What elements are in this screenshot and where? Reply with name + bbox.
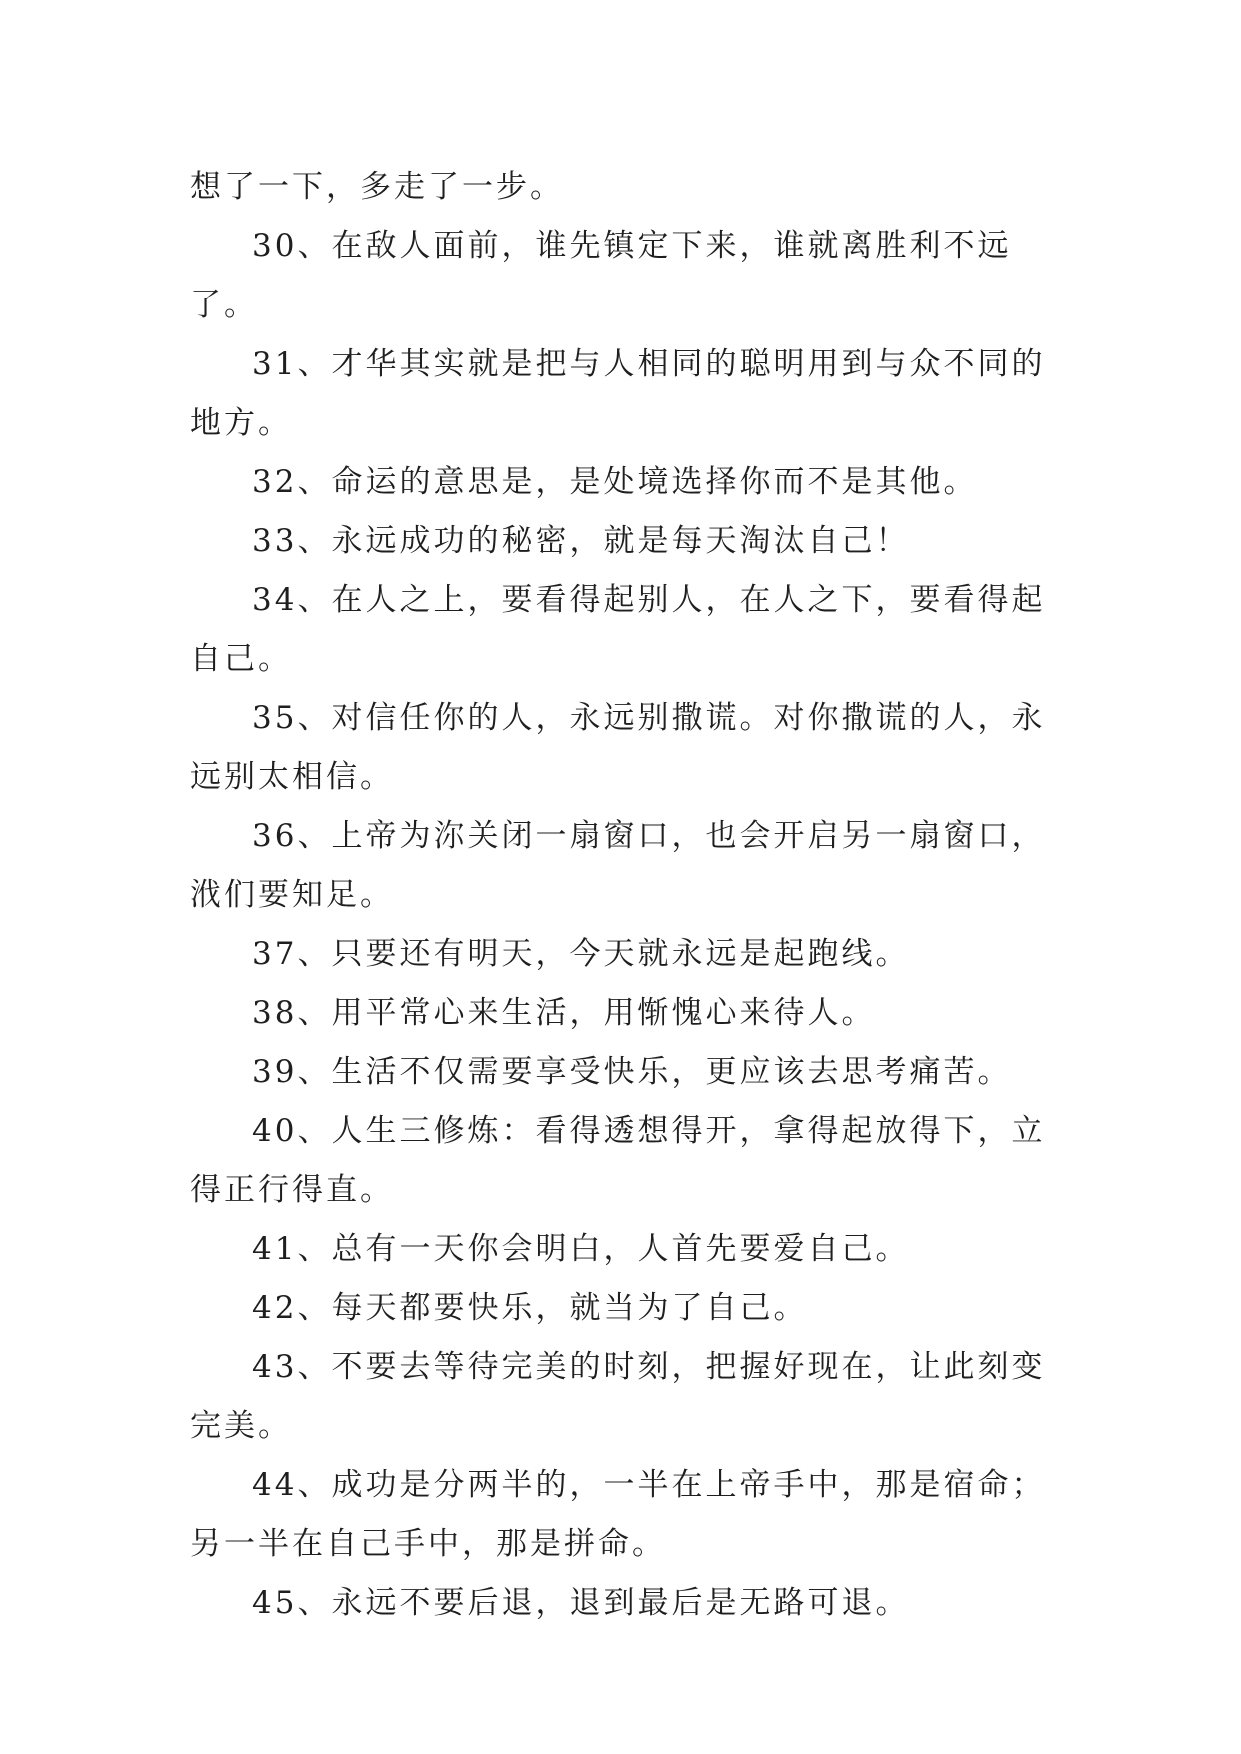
paragraph: 38、用平常心来生活，用惭愧心来待人。 [252, 995, 876, 1031]
paragraph: 36、上帝为沵关闭一扇窗口，也会开启另一扇窗口，浌们要知足。 [190, 818, 1046, 913]
paragraph: 想了一下，多走了一步。 [190, 169, 564, 205]
paragraph: 35、对信任你的人，永远别撒谎。对你撒谎的人，永远别太相信。 [190, 700, 1046, 795]
paragraph: 41、总有一天你会明白，人首先要爱自己。 [252, 1231, 910, 1267]
paragraph: 33、永远成功的秘密，就是每天淘汰自己！ [252, 523, 910, 559]
paragraph: 31、才华其实就是把与人相同的聪明用到与众不同的地方。 [190, 346, 1046, 441]
paragraph: 40、人生三修炼：看得透想得开，拿得起放得下，立得正行得直。 [190, 1113, 1046, 1208]
paragraph: 34、在人之上，要看得起别人，在人之下，要看得起自己。 [190, 582, 1046, 677]
paragraph: 30、在敌人面前，谁先镇定下来，谁就离胜利不远了。 [190, 228, 1012, 323]
paragraph: 44、成功是分两半的，一半在上帝手中，那是宿命；另一半在自己手中，那是拼命。 [190, 1467, 1046, 1562]
paragraph: 37、只要还有明天，今天就永远是起跑线。 [252, 936, 910, 972]
paragraph: 32、命运的意思是，是处境选择你而不是其他。 [252, 464, 978, 500]
paragraph: 39、生活不仅需要享受快乐，更应该去思考痛苦。 [252, 1054, 1012, 1090]
paragraph: 42、每天都要快乐，就当为了自己。 [252, 1290, 808, 1326]
paragraph: 45、永远不要后退，退到最后是无路可退。 [252, 1585, 910, 1621]
paragraph: 43、不要去等待完美的时刻，把握好现在，让此刻变完美。 [190, 1349, 1046, 1444]
document-body [190, 158, 1070, 1633]
